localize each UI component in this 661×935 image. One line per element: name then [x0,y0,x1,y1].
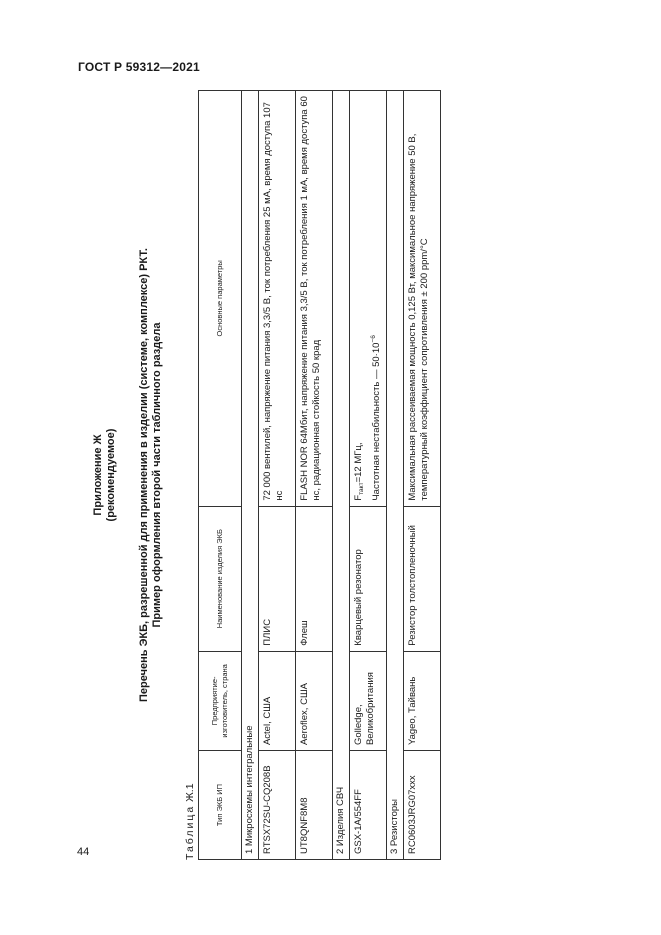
cell-name: ПЛИС [259,506,296,651]
param-frequency-symbol: F [353,494,364,501]
group-row [387,91,404,860]
cell-type: RTSX72SU-CQ208B [259,751,296,860]
cell-manufacturer: Yageo, Тайвань [404,651,441,750]
appendix-title: Приложение Ж [92,434,104,516]
param-frequency-value: =12 МГц, [353,442,364,483]
rotated-content [92,90,430,860]
group-label: 1 Микросхемы интегральные [242,91,259,860]
group-label: 2 Изделия СВЧ [333,91,350,860]
cell-name: Кварцевый резонатор [350,506,387,651]
document-code: ГОСТ Р 59312—2021 [78,60,200,74]
table-caption-number: Ж.1 [184,783,196,802]
appendix-status: (рекомендуемое) [105,428,117,522]
table-row [404,91,441,860]
cell-name: Флеш [296,506,333,651]
ekb-table [198,90,441,860]
table-header-row [199,91,242,860]
param-stability: Частотная нестабильность — 50·10 [371,342,382,501]
group-row [333,91,350,860]
cell-params [350,91,387,507]
cell-type: UT8QNF8M8 [296,751,333,860]
table-row [350,91,387,860]
param-frequency-subscript: такт [358,482,365,495]
cell-params: FLASH NOR 64Мбит, напряжение питания 3,3/5 В, ток потребления 1 мА, время доступа 60 нс, радиационная стойкость 50 крад [296,91,333,507]
cell-params: Максимальная рассеиваемая мощность 0,125 Вт, максимальное напряжение 50 В, температурный коэффициент сопротивления ± 200 ppm/°C [404,91,441,507]
table-caption [184,783,196,860]
cell-manufacturer: Golledge, Великобритания [350,651,387,750]
cell-type: GSX-1A/554FF [350,751,387,860]
cell-name: Резистор толстопленочный [404,506,441,651]
cell-manufacturer: Actel, США [259,651,296,750]
header-params: Основные параметры [199,91,242,507]
header-type: Тип ЭКБ ИП [199,751,242,860]
param-stability-exponent: −6 [370,335,377,343]
sub-title: Пример оформления второй части табличного раздела [151,322,163,628]
table-row [259,91,296,860]
appendix-titles [92,90,164,860]
group-row [242,91,259,860]
cell-params: 72 000 вентилей, напряжение питания 3,3/5 В, ток потребления 25 мА, время доступа 107 нс [259,91,296,507]
header-manufacturer: Предприятие-изготовитель, страна [199,651,242,750]
table-caption-word: Таблица [184,804,196,860]
header-name: Наименование изделия ЭКБ [199,506,242,651]
cell-type: RC0603JRG07xxx [404,751,441,860]
table-row [296,91,333,860]
group-label: 3 Резисторы [387,91,404,860]
main-title: Перечень ЭКБ, разрешенной для применения в изделии (системе, комплексе) РКТ. [138,248,150,702]
page-number: 44 [77,846,90,858]
cell-manufacturer: Aeroflex, США [296,651,333,750]
